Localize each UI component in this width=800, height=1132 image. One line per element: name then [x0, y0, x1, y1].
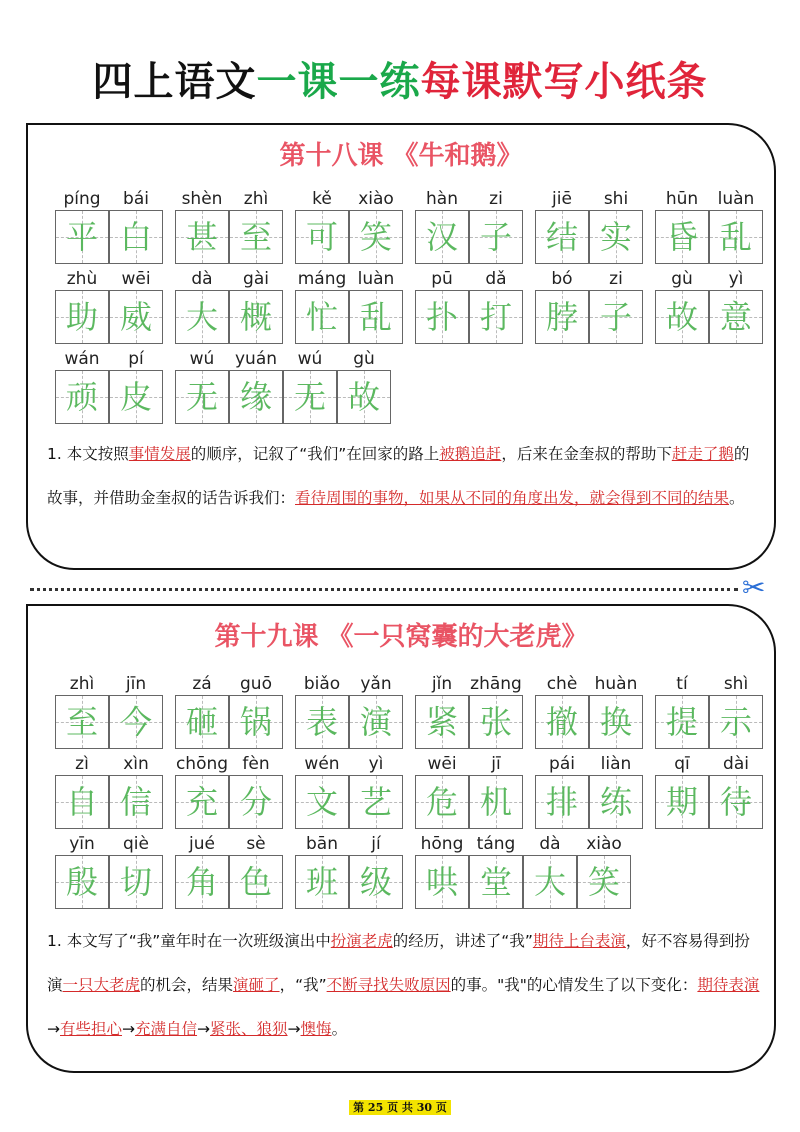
hanzi-character: 汉: [425, 218, 458, 256]
hanzi-character: 至: [65, 703, 98, 741]
tian-zi-cell: [175, 370, 229, 424]
tian-zi-cell: [415, 775, 469, 829]
tian-zi-cell: [55, 210, 109, 264]
prompt-text: 1. 本文写了“我”童年时在一次班级演出中: [47, 932, 331, 950]
prompt-text: 的故事，并借助金奎叔的话告诉我们：: [47, 445, 750, 507]
hanzi-character: 期: [665, 783, 698, 821]
tian-zi-cell: [175, 290, 229, 344]
tian-zi-cell: [295, 855, 349, 909]
tian-zi-cell: [295, 695, 349, 749]
tian-zi-cell: [589, 210, 643, 264]
hanzi-character: 大: [533, 863, 566, 901]
pinyin-label: dà: [539, 834, 561, 854]
pinyin-label: liàn: [600, 754, 632, 774]
tian-zi-cell: [295, 290, 349, 344]
tian-zi-cell: [175, 855, 229, 909]
tian-zi-cell: [709, 695, 763, 749]
tian-zi-cell: [709, 775, 763, 829]
pinyin-label: gù: [353, 349, 375, 369]
pinyin-label: wēi: [121, 269, 151, 289]
pinyin-label: jiē: [552, 189, 572, 209]
answer-text: 紧张、狼狈: [210, 1020, 288, 1038]
prompt-text: 的事。"我"的心情发生了以下变化：: [450, 976, 698, 994]
lesson-18-summary: [47, 432, 763, 520]
hanzi-character: 昏: [665, 218, 698, 256]
prompt-text: ，后来在金奎叔的帮助下: [501, 445, 672, 463]
pinyin-label: xiào: [358, 189, 394, 209]
hanzi-character: 顽: [65, 378, 98, 416]
pinyin-label: máng: [297, 269, 347, 289]
tian-zi-cell: [229, 855, 283, 909]
hanzi-character: 皮: [119, 378, 152, 416]
answer-text: 演砸了: [233, 976, 280, 994]
tian-zi-cell: [349, 855, 403, 909]
lesson-18-title: 第十八课 《牛和鹅》: [279, 141, 523, 171]
hanzi-character: 文: [305, 783, 338, 821]
hanzi-character: 堂: [479, 863, 512, 901]
tian-zi-cell: [229, 290, 283, 344]
hanzi-character: 切: [119, 863, 152, 901]
prompt-text: 的顺序，记叙了“我们”在回家的路上: [190, 445, 440, 463]
tian-zi-cell: [109, 290, 163, 344]
hanzi-character: 故: [347, 378, 380, 416]
answer-text: 被鹅追赶: [439, 445, 502, 463]
tian-zi-cell: [295, 775, 349, 829]
hanzi-character: 自: [65, 783, 98, 821]
hanzi-character: 锅: [239, 703, 272, 741]
prompt-text: 。: [729, 489, 745, 507]
tian-zi-cell: [109, 855, 163, 909]
tian-zi-cell: [175, 695, 229, 749]
hanzi-character: 信: [119, 783, 152, 821]
pinyin-label: píng: [63, 189, 101, 209]
tian-zi-cell: [655, 775, 709, 829]
scissors-icon: ✂: [742, 571, 766, 604]
pinyin-label: zhāng: [470, 674, 522, 694]
pinyin-label: yǎn: [360, 674, 392, 694]
pinyin-label: qī: [674, 754, 690, 774]
hanzi-character: 乱: [359, 298, 392, 336]
pinyin-label: gù: [671, 269, 693, 289]
tian-zi-cell: [229, 210, 283, 264]
tian-zi-cell: [469, 290, 523, 344]
hanzi-character: 甚: [185, 218, 218, 256]
hanzi-character: 实: [599, 218, 632, 256]
tian-zi-cell: [655, 290, 709, 344]
tian-zi-cell: [349, 695, 403, 749]
hanzi-character: 分: [239, 783, 272, 821]
pinyin-label: bái: [123, 189, 149, 209]
tian-zi-cell: [175, 775, 229, 829]
pinyin-label: zhì: [69, 674, 95, 694]
tian-zi-cell: [175, 210, 229, 264]
current-page: 25: [367, 1101, 384, 1114]
tian-zi-cell: [469, 210, 523, 264]
hanzi-character: 级: [359, 863, 392, 901]
hanzi-character: 紧: [425, 703, 458, 741]
pinyin-label: jīn: [125, 674, 147, 694]
hanzi-character: 故: [665, 298, 698, 336]
hanzi-character: 子: [599, 298, 632, 336]
tian-zi-cell: [535, 695, 589, 749]
tian-zi-cell: [337, 370, 391, 424]
pinyin-label: yuán: [234, 349, 278, 369]
prompt-text: →: [287, 1020, 301, 1038]
title-part3: 每课默写小纸条: [420, 59, 708, 105]
tian-zi-cell: [229, 370, 283, 424]
lesson-19-card: [26, 604, 776, 1073]
tian-zi-cell: [589, 695, 643, 749]
tian-zi-cell: [415, 695, 469, 749]
hanzi-character: 概: [239, 298, 272, 336]
page-title: [0, 58, 800, 106]
hanzi-character: 脖: [545, 298, 578, 336]
pinyin-label: jí: [371, 834, 381, 854]
lesson-19-summary: [47, 919, 763, 1051]
answer-text: 有些担心: [60, 1020, 123, 1038]
hanzi-character: 表: [305, 703, 338, 741]
pinyin-label: luàn: [717, 189, 755, 209]
pinyin-label: wú: [189, 349, 215, 369]
prompt-text: ，好不容易得到扮演: [47, 932, 750, 994]
pinyin-label: sè: [246, 834, 266, 854]
hanzi-character: 平: [65, 218, 98, 256]
cut-line: [30, 588, 738, 591]
answer-text: 一只大老虎: [62, 976, 141, 994]
tian-zi-cell: [109, 775, 163, 829]
pinyin-label: pái: [549, 754, 575, 774]
pinyin-label: hàn: [426, 189, 458, 209]
prompt-text: →: [197, 1020, 211, 1038]
tian-zi-cell: [349, 290, 403, 344]
tian-zi-cell: [469, 855, 523, 909]
pinyin-label: tí: [676, 674, 688, 694]
hanzi-character: 乱: [719, 218, 752, 256]
hanzi-character: 撤: [545, 703, 578, 741]
hanzi-character: 结: [545, 218, 578, 256]
pinyin-label: bó: [551, 269, 573, 289]
pinyin-label: chè: [546, 674, 578, 694]
tian-zi-cell: [535, 210, 589, 264]
hanzi-character: 艺: [359, 783, 392, 821]
pinyin-label: huàn: [594, 674, 638, 694]
tian-zi-cell: [55, 370, 109, 424]
hanzi-character: 白: [119, 218, 152, 256]
tian-zi-cell: [109, 210, 163, 264]
pinyin-label: zi: [609, 269, 623, 289]
prompt-text: 1. 本文按照: [47, 445, 129, 463]
pinyin-label: xiào: [586, 834, 622, 854]
page-footer: [0, 1096, 800, 1115]
pinyin-label: wēi: [427, 754, 457, 774]
prompt-text: ，“我”: [279, 976, 327, 994]
tian-zi-cell: [655, 210, 709, 264]
hanzi-character: 演: [359, 703, 392, 741]
hanzi-character: 大: [185, 298, 218, 336]
hanzi-character: 换: [599, 703, 632, 741]
pinyin-label: pí: [128, 349, 144, 369]
pinyin-label: guō: [240, 674, 272, 694]
prompt-text: →: [47, 1020, 60, 1038]
tian-zi-cell: [589, 775, 643, 829]
lesson-19-title: 第十九课 《一只窝囊的大老虎》: [214, 622, 588, 652]
tian-zi-cell: [589, 290, 643, 344]
pinyin-label: jué: [189, 834, 215, 854]
tian-zi-cell: [709, 290, 763, 344]
hanzi-character: 待: [719, 783, 752, 821]
pinyin-label: zá: [192, 674, 212, 694]
pinyin-label: yì: [728, 269, 744, 289]
pinyin-label: shi: [603, 189, 629, 209]
pinyin-label: yīn: [69, 834, 95, 854]
hanzi-character: 砸: [185, 703, 218, 741]
tian-zi-cell: [523, 855, 577, 909]
hanzi-character: 助: [65, 298, 98, 336]
pinyin-label: shèn: [181, 189, 223, 209]
tian-zi-cell: [55, 855, 109, 909]
pinyin-label: pū: [431, 269, 453, 289]
answer-text: 期待表演: [697, 976, 760, 994]
hanzi-character: 今: [119, 703, 152, 741]
answer-text: 扮演老虎: [330, 932, 393, 950]
hanzi-character: 缘: [239, 378, 272, 416]
tian-zi-cell: [55, 290, 109, 344]
tian-zi-cell: [109, 370, 163, 424]
pinyin-label: zì: [75, 754, 89, 774]
hanzi-character: 哄: [425, 863, 458, 901]
tian-zi-cell: [469, 695, 523, 749]
hanzi-character: 无: [293, 378, 326, 416]
hanzi-character: 班: [305, 863, 338, 901]
tian-zi-cell: [415, 210, 469, 264]
hanzi-character: 可: [305, 218, 338, 256]
tian-zi-cell: [229, 695, 283, 749]
tian-zi-cell: [709, 210, 763, 264]
pinyin-label: gài: [243, 269, 269, 289]
pinyin-label: kě: [312, 189, 332, 209]
tian-zi-cell: [577, 855, 631, 909]
pinyin-label: fèn: [242, 754, 270, 774]
tian-zi-cell: [349, 775, 403, 829]
hanzi-character: 练: [599, 783, 632, 821]
pinyin-label: shì: [723, 674, 749, 694]
tian-zi-cell: [229, 775, 283, 829]
hanzi-character: 角: [185, 863, 218, 901]
pinyin-label: dài: [723, 754, 749, 774]
answer-text: 不断寻找失败原因: [326, 976, 451, 994]
pinyin-label: bān: [306, 834, 338, 854]
pinyin-label: wán: [64, 349, 100, 369]
pinyin-label: wú: [297, 349, 323, 369]
hanzi-character: 无: [185, 378, 218, 416]
hanzi-character: 提: [665, 703, 698, 741]
hanzi-character: 充: [185, 783, 218, 821]
answer-text: 充满自信: [135, 1020, 198, 1038]
hanzi-character: 色: [239, 863, 272, 901]
hanzi-character: 殷: [65, 863, 98, 901]
pinyin-label: hūn: [665, 189, 699, 209]
answer-text: 事情发展: [128, 445, 191, 463]
pinyin-label: xìn: [123, 754, 149, 774]
pinyin-label: hōng: [420, 834, 464, 854]
pinyin-label: jǐn: [431, 674, 453, 694]
hanzi-character: 威: [119, 298, 152, 336]
answer-text: 赶走了鹅: [671, 445, 734, 463]
page-number-badge: 第 25 页 共 30 页: [349, 1100, 451, 1115]
tian-zi-cell: [535, 775, 589, 829]
hanzi-character: 打: [479, 298, 512, 336]
answer-text: 期待上台表演: [532, 932, 626, 950]
prompt-text: →: [122, 1020, 136, 1038]
tian-zi-cell: [415, 855, 469, 909]
tian-zi-cell: [415, 290, 469, 344]
tian-zi-cell: [109, 695, 163, 749]
hanzi-character: 意: [719, 298, 752, 336]
pinyin-label: dǎ: [485, 269, 507, 289]
pinyin-label: dà: [191, 269, 213, 289]
pinyin-label: zhì: [243, 189, 269, 209]
hanzi-character: 子: [479, 218, 512, 256]
hanzi-character: 至: [239, 218, 272, 256]
hanzi-character: 笑: [359, 218, 392, 256]
tian-zi-cell: [295, 210, 349, 264]
hanzi-character: 危: [425, 783, 458, 821]
hanzi-character: 示: [719, 703, 752, 741]
title-part1: 四上语文: [92, 59, 257, 105]
tian-zi-cell: [283, 370, 337, 424]
hanzi-character: 扑: [425, 298, 458, 336]
hanzi-character: 张: [479, 703, 512, 741]
lesson-18-card: [26, 123, 776, 570]
answer-text: 懊悔: [300, 1020, 332, 1038]
tian-zi-cell: [349, 210, 403, 264]
tian-zi-cell: [535, 290, 589, 344]
pinyin-label: chōng: [175, 754, 229, 774]
pinyin-label: zhù: [66, 269, 98, 289]
answer-text: 看待周围的事物，如果从不同的角度出发，就会得到不同的结果: [295, 489, 730, 507]
pinyin-label: táng: [476, 834, 516, 854]
pinyin-label: jī: [491, 754, 501, 774]
total-pages: 30: [416, 1101, 433, 1114]
hanzi-character: 忙: [305, 298, 338, 336]
pinyin-label: luàn: [357, 269, 395, 289]
prompt-text: 的经历，讲述了“我”: [392, 932, 533, 950]
hanzi-character: 机: [479, 783, 512, 821]
tian-zi-cell: [55, 775, 109, 829]
title-part2: 一课一练: [256, 59, 421, 105]
pinyin-label: yì: [368, 754, 384, 774]
hanzi-character: 排: [545, 783, 578, 821]
pinyin-label: wén: [304, 754, 340, 774]
hanzi-character: 笑: [587, 863, 620, 901]
prompt-text: 。: [331, 1020, 348, 1038]
tian-zi-cell: [469, 775, 523, 829]
tian-zi-cell: [55, 695, 109, 749]
pinyin-label: zi: [489, 189, 503, 209]
tian-zi-cell: [655, 695, 709, 749]
prompt-text: 的机会，结果: [140, 976, 234, 994]
pinyin-label: biǎo: [303, 674, 341, 694]
pinyin-label: qiè: [123, 834, 149, 854]
